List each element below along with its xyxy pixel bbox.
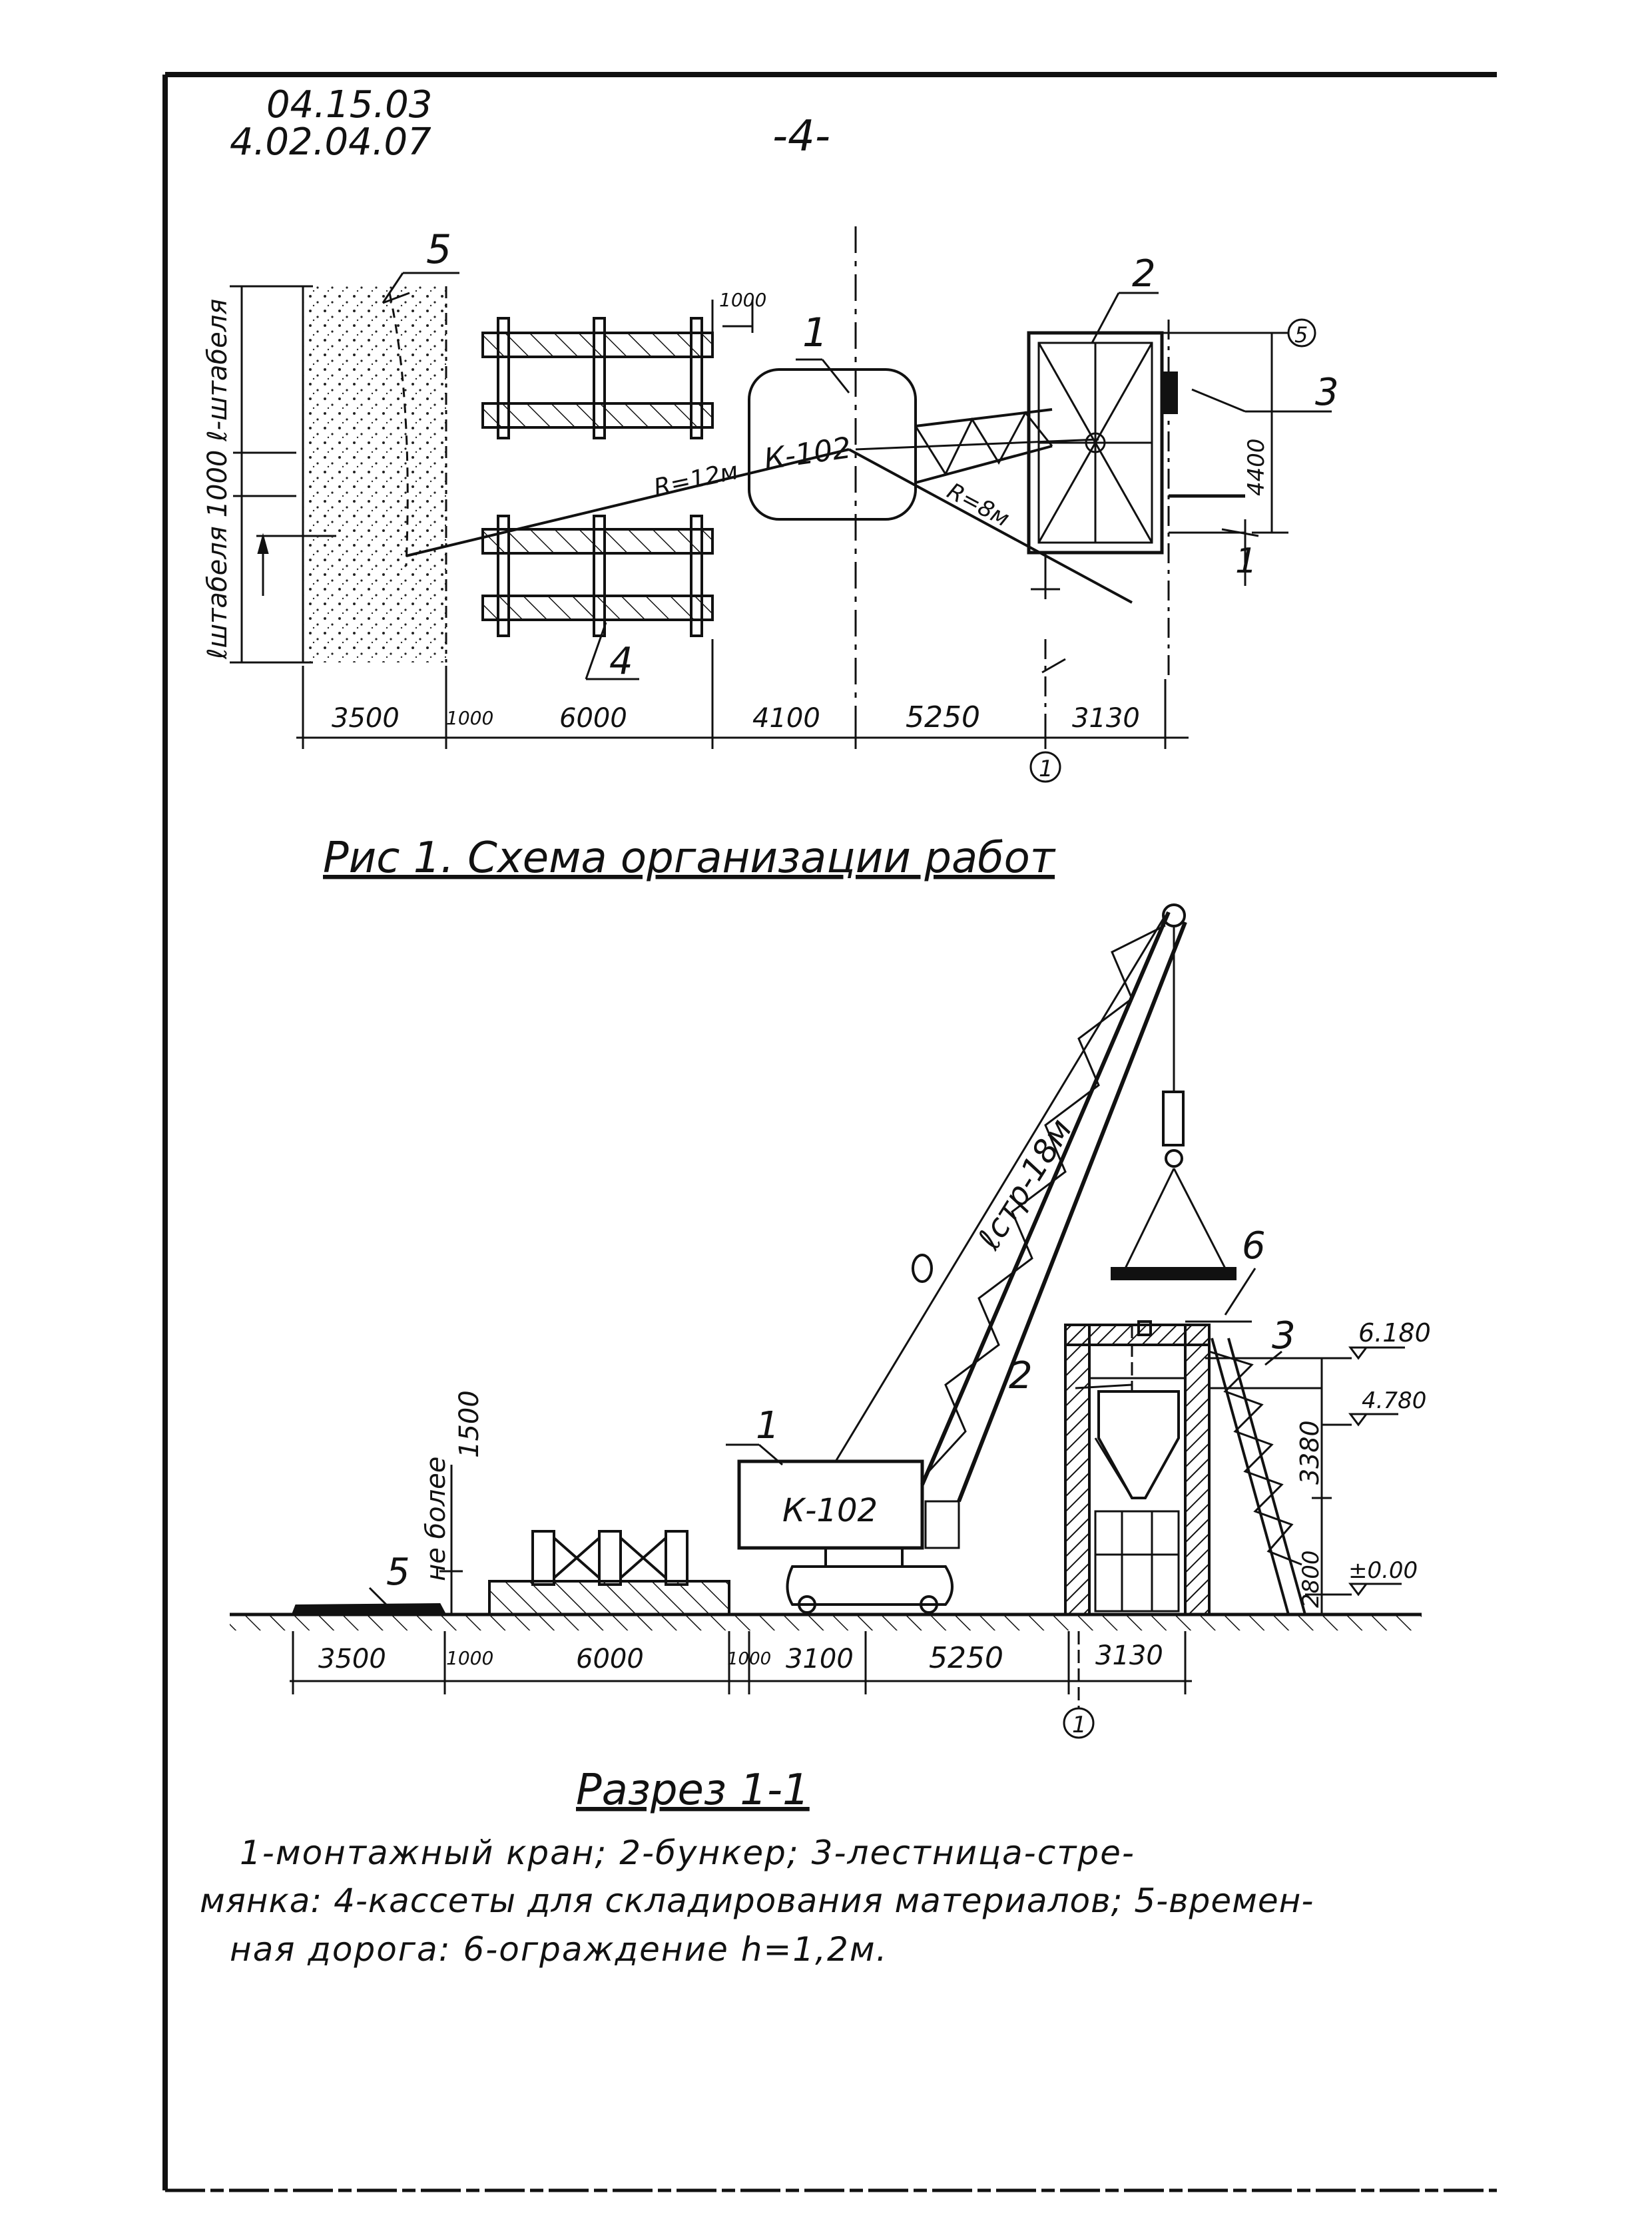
section-boom-label: ℓстр-18м xyxy=(970,1112,1080,1256)
plan-dim-3500: 3500 xyxy=(332,703,400,734)
bunker-section xyxy=(1065,1322,1209,1614)
section-view xyxy=(230,905,1422,1738)
legend xyxy=(200,1834,1314,1969)
plan-view xyxy=(230,226,1332,782)
section-axis-1: 1 xyxy=(1072,1712,1087,1738)
document-code-2: 4.02.04.07 xyxy=(230,121,431,164)
section-dim-6000: 6000 xyxy=(576,1644,644,1674)
elevation-6180: 6.180 xyxy=(1358,1318,1431,1348)
plan-dim-6000: 6000 xyxy=(559,703,627,734)
elevation-zero: ±0.00 xyxy=(1348,1557,1418,1584)
plan-dim-1000: 1000 xyxy=(446,707,494,729)
section-callout-5: 5 xyxy=(386,1551,410,1594)
ground-hatch xyxy=(230,1614,1422,1630)
plan-axis-5: 5 xyxy=(1294,322,1308,348)
temporary-road-plan xyxy=(303,286,446,662)
plan-left-vertical-label: ℓштабеля 1000 ℓ-штабеля xyxy=(202,298,233,659)
section-callout-2: 2 xyxy=(1009,1354,1033,1397)
plan-crane-label: К-102 xyxy=(762,431,854,477)
section-callout-1: 1 xyxy=(756,1404,780,1447)
plan-callout-5: 5 xyxy=(426,226,452,273)
section-dim-2800: 2800 xyxy=(1298,1550,1324,1608)
section-dim-3380: 3380 xyxy=(1295,1420,1324,1485)
section-dim-1000a: 1000 xyxy=(446,1647,494,1669)
plan-section-mark: 1 xyxy=(1235,541,1258,581)
cassette-section xyxy=(489,1531,729,1614)
section-height-label-1: не более xyxy=(421,1456,451,1581)
plan-radius-small: R=8м xyxy=(942,477,1014,533)
section-dim-3500: 3500 xyxy=(318,1644,386,1674)
plan-dim-5250: 5250 xyxy=(906,700,980,734)
section-dim-3130: 3130 xyxy=(1095,1640,1163,1671)
section-dim-5250: 5250 xyxy=(929,1641,1003,1675)
document-code-1: 04.15.03 xyxy=(266,83,433,126)
plan-caption: Рис 1. Схема организации работ xyxy=(323,834,1055,883)
section-dim-1000b: 1000 xyxy=(727,1649,772,1669)
section-caption: Разрез 1-1 xyxy=(576,1766,810,1815)
plan-dim-4400: 4400 xyxy=(1243,438,1270,496)
plan-dim-3130: 3130 xyxy=(1072,703,1140,734)
legend-line-1: 1-монтажный кран; 2-бункер; 3-лестница-стре- xyxy=(240,1834,1135,1872)
section-callout-6: 6 xyxy=(1242,1224,1266,1268)
cassette-rack-bottom xyxy=(483,516,712,636)
plan-callout-4: 4 xyxy=(609,640,633,683)
legend-line-2: мянка: 4-кассеты для складирования материалов; 5-времен- xyxy=(200,1881,1314,1920)
section-height-label-2: 1500 xyxy=(454,1390,485,1458)
plan-callout-1: 1 xyxy=(802,310,828,356)
page-number: -4- xyxy=(772,112,830,161)
header xyxy=(230,83,830,164)
plan-callout-3: 3 xyxy=(1315,371,1339,414)
legend-line-3: ная дорога: 6-ограждение h=1,2м. xyxy=(230,1930,888,1969)
cassette-rack-top xyxy=(483,318,712,438)
plan-dim-4100: 4100 xyxy=(752,703,820,734)
temporary-road-section xyxy=(293,1605,445,1614)
plan-dim-1000-top: 1000 xyxy=(719,289,767,311)
plan-radius-large: R=12м xyxy=(651,457,741,502)
section-crane-label: К-102 xyxy=(782,1492,878,1529)
section-callout-3: 3 xyxy=(1272,1314,1296,1358)
elevation-4780: 4.780 xyxy=(1362,1387,1427,1414)
section-dim-3100: 3100 xyxy=(786,1644,854,1674)
plan-axis-1: 1 xyxy=(1039,756,1053,782)
plan-callout-2: 2 xyxy=(1132,252,1156,296)
